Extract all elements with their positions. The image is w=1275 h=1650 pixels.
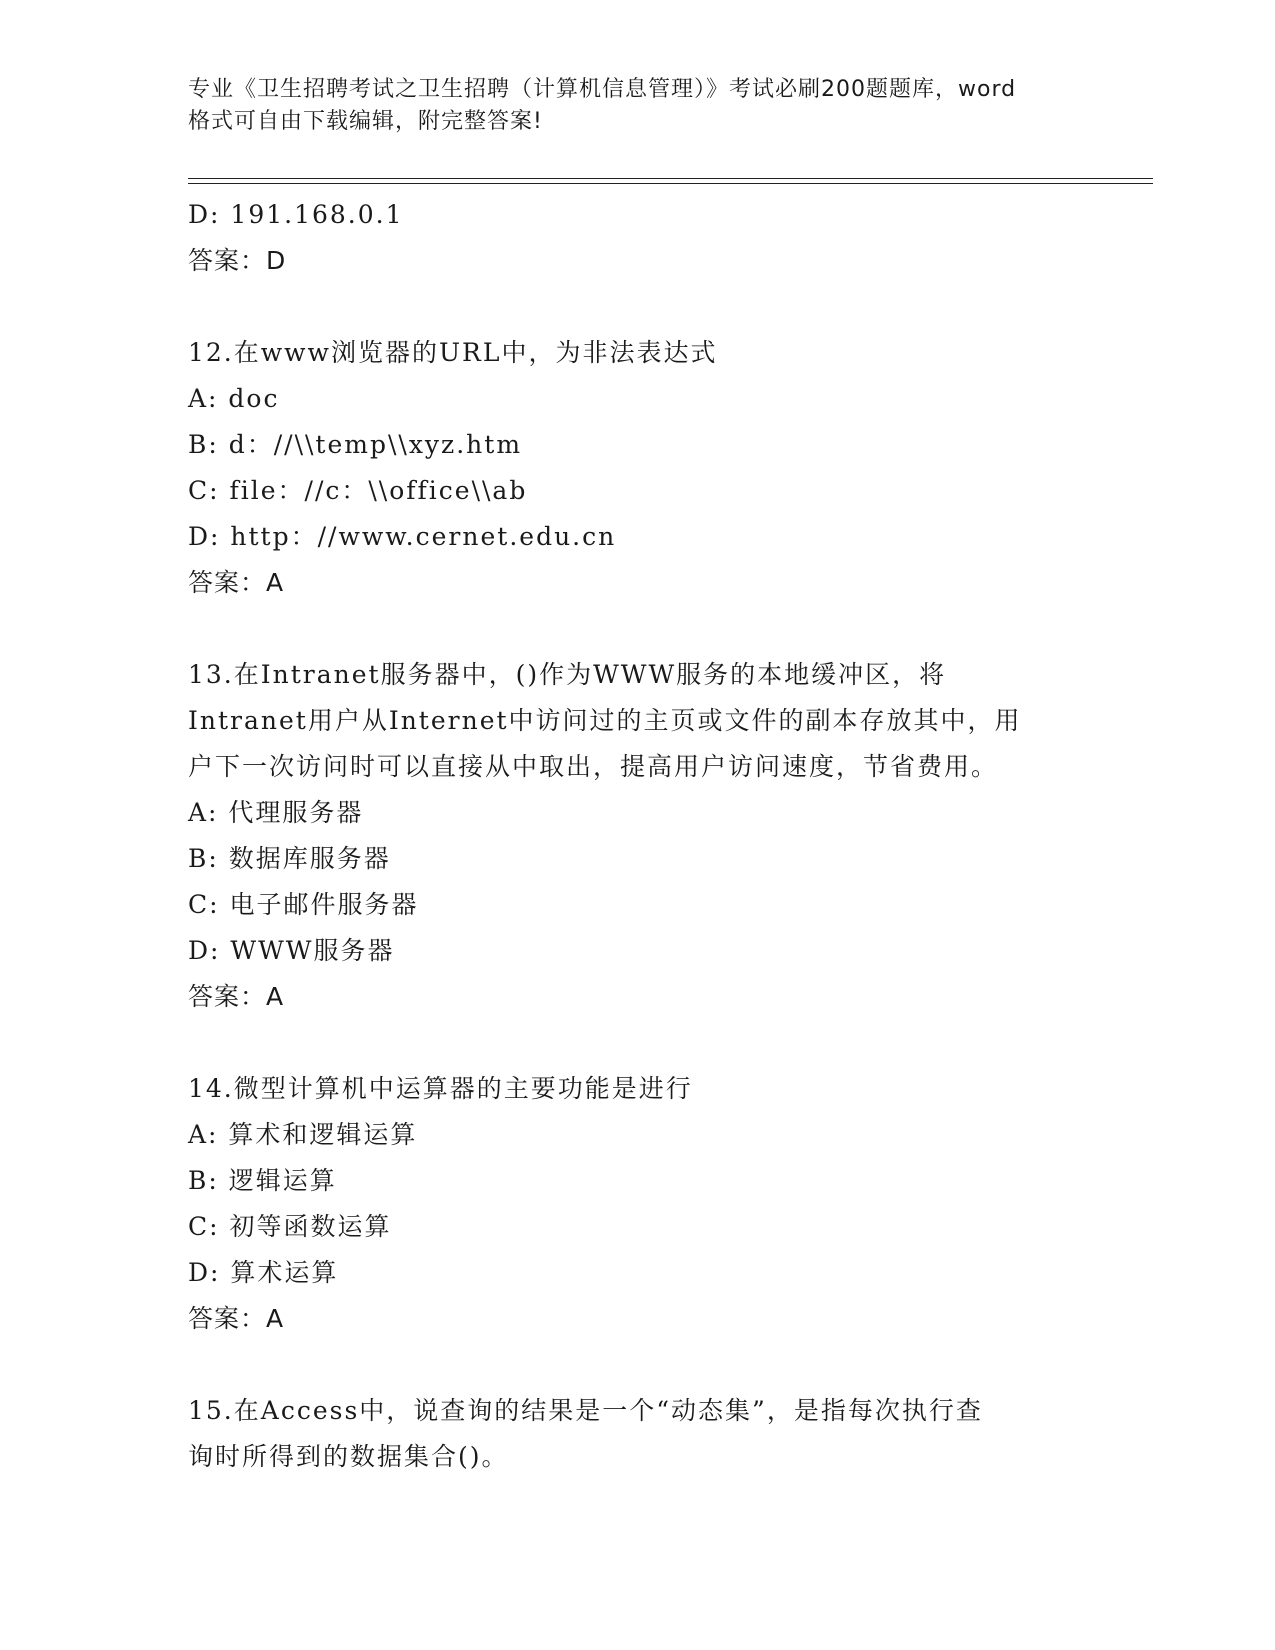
option-c: C: file：//c：\\office\\ab [188,476,528,505]
header-line-1: 专业《卫生招聘考试之卫生招聘（计算机信息管理）》考试必刷200题题库，word [188,77,1017,102]
header-line-2: 格式可自由下载编辑，附完整答案! [188,109,543,134]
option-d: D: WWW服务器 [188,936,395,965]
question-stem-line-2: 询时所得到的数据集合()。 [188,1442,509,1471]
question-13 [188,652,1088,1020]
question-stem: 12.在www浏览器的URL中，为非法表达式 [188,338,718,367]
question-stem-line-2: Intranet用户从Internet中访问过的主页或文件的副本存放其中，用 [188,706,1022,735]
option-d: D: 算术运算 [188,1258,339,1287]
question-stem-line-3: 户下一次访问时可以直接从中取出，提高用户访问速度，节省费用。 [188,752,999,781]
answer-line: 答案：A [188,982,285,1011]
question-stem-line-1: 15.在Access中，说查询的结果是一个“动态集”，是指每次执行查 [188,1396,983,1425]
header-divider-bottom [188,183,1153,184]
answer-line: 答案：D [188,246,287,275]
answer-line: 答案：A [188,1304,285,1333]
spacer [188,1020,1088,1066]
option-c: C: 初等函数运算 [188,1212,392,1241]
question-14 [188,1066,1088,1342]
question-12 [188,330,1088,606]
question-stem-line-1: 13.在Intranet服务器中，()作为WWW服务的本地缓冲区，将 [188,660,947,689]
header-divider-top [188,178,1153,179]
spacer [188,1342,1088,1388]
question-stem: 14.微型计算机中运算器的主要功能是进行 [188,1074,693,1103]
option-d: D: 191.168.0.1 [188,200,404,229]
option-b: B: 数据库服务器 [188,844,391,873]
answer-line: 答案：A [188,568,285,597]
option-d: D: http：//www.cernet.edu.cn [188,522,617,551]
option-a: A: 算术和逻辑运算 [188,1120,418,1149]
question-15 [188,1388,1088,1480]
option-c: C: 电子邮件服务器 [188,890,419,919]
option-a: A: 代理服务器 [188,798,364,827]
question-list [188,192,1088,1480]
spacer [188,284,1088,330]
option-a: A: doc [188,384,280,413]
document-header [188,74,1088,138]
spacer [188,606,1088,652]
option-b: B: d：//\\temp\\xyz.htm [188,430,523,459]
option-b: B: 逻辑运算 [188,1166,337,1195]
question-11-tail [188,192,1088,284]
